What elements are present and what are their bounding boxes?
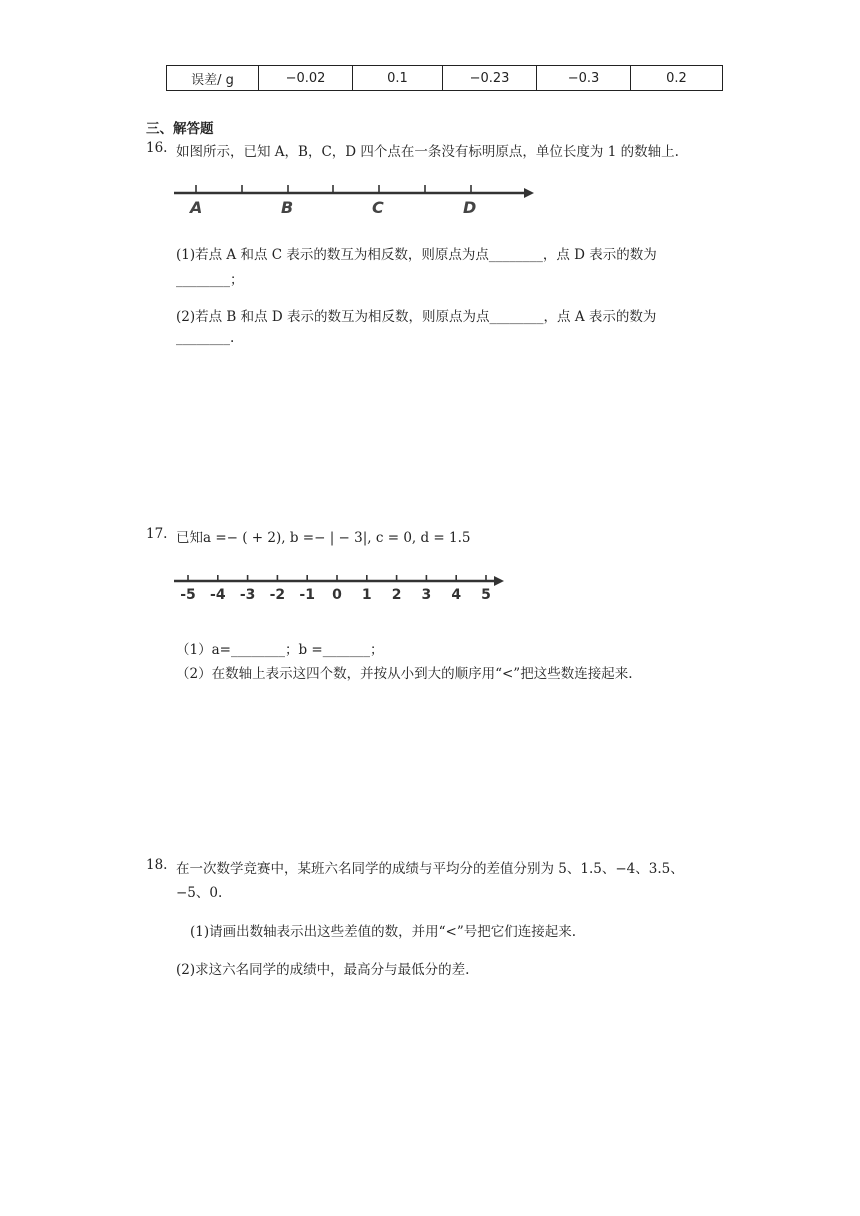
- tick-label: -2: [269, 587, 286, 603]
- number-line-figure: [170, 176, 540, 220]
- tick-label: 0: [332, 587, 342, 603]
- q18-part1: (1)请画出数轴表示出这些差值的数，并用“<”号把它们连接起来.: [190, 924, 577, 940]
- q16-part2-line1: (2)若点 B 和点 D 表示的数互为相反数，则原点为点________，点 A 表示的数为: [176, 309, 657, 325]
- q16-part2-line2: ________.: [176, 330, 235, 346]
- q17-part1: （1）a=________；b =_______；: [176, 642, 384, 658]
- table-cell: 0.2: [631, 66, 723, 91]
- tick-label: 2: [391, 587, 402, 603]
- table-cell: −0.23: [443, 66, 537, 91]
- arrow-head-icon: [494, 576, 504, 586]
- error-table: [166, 65, 723, 91]
- table-cell: 0.1: [353, 66, 443, 91]
- section-title: 三、解答题: [146, 121, 214, 137]
- q16-part1-line1: (1)若点 A 和点 C 表示的数互为相反数，则原点为点________，点 D 表示的数为: [176, 247, 657, 263]
- tick-label: -3: [239, 587, 256, 603]
- question-number: 18.: [146, 857, 168, 873]
- tick-label: 3: [421, 587, 432, 603]
- table-row: [167, 66, 723, 91]
- question-number: 17.: [146, 526, 168, 542]
- point-label-c: C: [372, 198, 384, 217]
- point-label-d: D: [463, 198, 477, 217]
- q17-part2: （2）在数轴上表示这四个数，并按从小到大的顺序用“<”把这些数连接起来.: [176, 666, 633, 682]
- arrow-head-icon: [524, 188, 534, 198]
- tick-label: 1: [361, 587, 372, 603]
- tick-label: -1: [299, 587, 315, 603]
- question-number: 16.: [146, 140, 168, 156]
- question-stem: 已知a =− ( + 2), b =− | − 3|, c = 0, d = 1.5: [176, 530, 471, 546]
- table-header-cell: 误差/ g: [167, 66, 259, 91]
- tick-label: -5: [180, 587, 196, 603]
- table-cell: −0.3: [537, 66, 631, 91]
- question-stem: 如图所示，已知 A，B，C，D 四个点在一条没有标明原点，单位长度为 1 的数轴上.: [176, 144, 679, 160]
- tick-label: 5: [481, 587, 491, 603]
- table-cell: −0.02: [259, 66, 353, 91]
- tick-labels: [180, 587, 491, 603]
- point-label-b: B: [281, 198, 294, 217]
- q18-part2: (2)求这六名同学的成绩中，最高分与最低分的差.: [176, 962, 470, 978]
- tick-label: -4: [210, 587, 226, 603]
- point-label-a: A: [190, 198, 203, 217]
- tick-label: 4: [451, 587, 462, 603]
- q18-stem-line2: −5、0.: [176, 885, 223, 901]
- integer-number-line: [170, 570, 510, 608]
- q18-stem-line1: 在一次数学竞赛中，某班六名同学的成绩与平均分的差值分别为 5、1.5、−4、3.5、: [176, 861, 684, 877]
- q16-part1-line2: ________；: [176, 272, 244, 288]
